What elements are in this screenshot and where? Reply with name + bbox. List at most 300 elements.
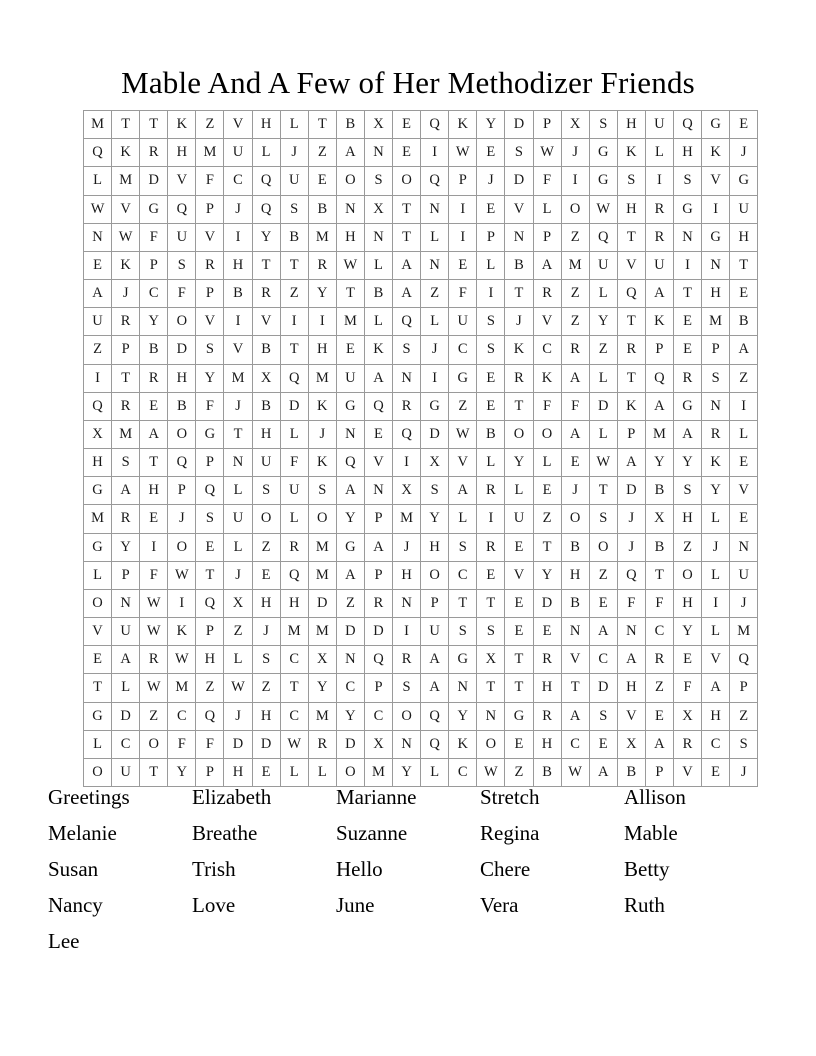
puzzle-cell[interactable]: H — [393, 561, 421, 589]
puzzle-cell[interactable]: S — [730, 730, 758, 758]
puzzle-cell[interactable]: X — [561, 111, 589, 139]
puzzle-cell[interactable]: E — [730, 111, 758, 139]
puzzle-cell[interactable]: C — [561, 730, 589, 758]
puzzle-cell[interactable]: I — [280, 308, 308, 336]
puzzle-cell[interactable]: H — [533, 730, 561, 758]
puzzle-cell[interactable]: S — [449, 533, 477, 561]
puzzle-cell[interactable]: M — [84, 505, 112, 533]
puzzle-cell[interactable]: N — [477, 702, 505, 730]
puzzle-cell[interactable]: Z — [421, 280, 449, 308]
puzzle-cell[interactable]: U — [224, 505, 252, 533]
puzzle-cell[interactable]: Z — [224, 618, 252, 646]
puzzle-cell[interactable]: A — [449, 477, 477, 505]
puzzle-cell[interactable]: C — [364, 702, 392, 730]
puzzle-cell[interactable]: M — [702, 308, 730, 336]
puzzle-cell[interactable]: O — [252, 505, 280, 533]
puzzle-cell[interactable]: L — [280, 758, 308, 786]
puzzle-cell[interactable]: A — [561, 420, 589, 448]
puzzle-cell[interactable]: O — [168, 308, 196, 336]
puzzle-cell[interactable]: R — [140, 646, 168, 674]
puzzle-cell[interactable]: S — [477, 618, 505, 646]
puzzle-cell[interactable]: L — [364, 251, 392, 279]
puzzle-cell[interactable]: V — [617, 702, 645, 730]
puzzle-cell[interactable]: H — [168, 364, 196, 392]
puzzle-cell[interactable]: T — [140, 111, 168, 139]
puzzle-cell[interactable]: L — [84, 167, 112, 195]
puzzle-cell[interactable]: D — [505, 167, 533, 195]
puzzle-cell[interactable]: P — [617, 420, 645, 448]
puzzle-cell[interactable]: B — [645, 477, 673, 505]
puzzle-cell[interactable]: C — [589, 646, 617, 674]
puzzle-cell[interactable]: J — [112, 280, 140, 308]
puzzle-cell[interactable]: N — [364, 139, 392, 167]
puzzle-cell[interactable]: O — [561, 195, 589, 223]
puzzle-cell[interactable]: E — [673, 336, 701, 364]
puzzle-cell[interactable]: H — [168, 139, 196, 167]
puzzle-cell[interactable]: R — [308, 251, 336, 279]
puzzle-cell[interactable]: W — [140, 674, 168, 702]
puzzle-cell[interactable]: A — [673, 420, 701, 448]
puzzle-cell[interactable]: V — [533, 308, 561, 336]
puzzle-cell[interactable]: N — [364, 477, 392, 505]
puzzle-cell[interactable]: J — [505, 308, 533, 336]
puzzle-cell[interactable]: Y — [645, 449, 673, 477]
puzzle-cell[interactable]: E — [196, 533, 224, 561]
puzzle-cell[interactable]: K — [308, 392, 336, 420]
puzzle-cell[interactable]: J — [702, 533, 730, 561]
puzzle-cell[interactable]: O — [477, 730, 505, 758]
puzzle-cell[interactable]: R — [533, 702, 561, 730]
puzzle-cell[interactable]: E — [702, 758, 730, 786]
puzzle-cell[interactable]: T — [617, 223, 645, 251]
puzzle-cell[interactable]: S — [196, 505, 224, 533]
puzzle-cell[interactable]: B — [364, 280, 392, 308]
puzzle-cell[interactable]: G — [673, 392, 701, 420]
puzzle-cell[interactable]: K — [702, 449, 730, 477]
puzzle-cell[interactable]: Q — [645, 364, 673, 392]
puzzle-cell[interactable]: O — [84, 589, 112, 617]
puzzle-cell[interactable]: L — [730, 420, 758, 448]
puzzle-cell[interactable]: Q — [421, 167, 449, 195]
puzzle-cell[interactable]: P — [645, 758, 673, 786]
puzzle-cell[interactable]: B — [280, 223, 308, 251]
puzzle-cell[interactable]: K — [308, 449, 336, 477]
puzzle-cell[interactable]: R — [645, 646, 673, 674]
puzzle-cell[interactable]: N — [449, 674, 477, 702]
puzzle-cell[interactable]: B — [336, 111, 364, 139]
puzzle-cell[interactable]: C — [336, 674, 364, 702]
puzzle-cell[interactable]: L — [112, 674, 140, 702]
puzzle-cell[interactable]: M — [561, 251, 589, 279]
puzzle-cell[interactable]: Y — [393, 758, 421, 786]
puzzle-cell[interactable]: E — [84, 646, 112, 674]
puzzle-cell[interactable]: M — [308, 364, 336, 392]
puzzle-cell[interactable]: G — [84, 702, 112, 730]
puzzle-cell[interactable]: O — [393, 167, 421, 195]
puzzle-cell[interactable]: R — [112, 505, 140, 533]
puzzle-cell[interactable]: H — [196, 646, 224, 674]
puzzle-cell[interactable]: N — [393, 730, 421, 758]
puzzle-cell[interactable]: L — [421, 308, 449, 336]
puzzle-cell[interactable]: A — [645, 730, 673, 758]
puzzle-cell[interactable]: V — [112, 195, 140, 223]
puzzle-cell[interactable]: T — [505, 392, 533, 420]
puzzle-cell[interactable]: R — [561, 336, 589, 364]
puzzle-cell[interactable]: U — [224, 139, 252, 167]
puzzle-cell[interactable]: X — [364, 195, 392, 223]
puzzle-cell[interactable]: R — [393, 392, 421, 420]
puzzle-cell[interactable]: Y — [477, 111, 505, 139]
puzzle-cell[interactable]: H — [673, 139, 701, 167]
puzzle-cell[interactable]: P — [702, 336, 730, 364]
puzzle-cell[interactable]: J — [252, 618, 280, 646]
puzzle-cell[interactable]: E — [477, 364, 505, 392]
puzzle-cell[interactable]: U — [112, 758, 140, 786]
puzzle-cell[interactable]: V — [196, 308, 224, 336]
puzzle-cell[interactable]: T — [505, 646, 533, 674]
puzzle-cell[interactable]: I — [730, 392, 758, 420]
puzzle-cell[interactable]: O — [421, 561, 449, 589]
puzzle-cell[interactable]: M — [730, 618, 758, 646]
puzzle-cell[interactable]: F — [280, 449, 308, 477]
puzzle-cell[interactable]: V — [561, 646, 589, 674]
puzzle-cell[interactable]: I — [477, 280, 505, 308]
puzzle-cell[interactable]: Y — [702, 477, 730, 505]
puzzle-cell[interactable]: R — [140, 139, 168, 167]
puzzle-cell[interactable]: Q — [168, 449, 196, 477]
puzzle-cell[interactable]: K — [449, 730, 477, 758]
puzzle-cell[interactable]: L — [224, 477, 252, 505]
puzzle-cell[interactable]: T — [393, 223, 421, 251]
puzzle-cell[interactable]: F — [140, 561, 168, 589]
puzzle-cell[interactable]: Y — [308, 280, 336, 308]
puzzle-cell[interactable]: P — [364, 505, 392, 533]
puzzle-cell[interactable]: R — [112, 392, 140, 420]
puzzle-cell[interactable]: C — [224, 167, 252, 195]
puzzle-cell[interactable]: T — [589, 477, 617, 505]
puzzle-cell[interactable]: A — [730, 336, 758, 364]
puzzle-cell[interactable]: T — [140, 449, 168, 477]
puzzle-cell[interactable]: F — [449, 280, 477, 308]
puzzle-cell[interactable]: Y — [336, 702, 364, 730]
puzzle-cell[interactable]: L — [702, 618, 730, 646]
puzzle-cell[interactable]: I — [140, 533, 168, 561]
puzzle-cell[interactable]: F — [196, 167, 224, 195]
puzzle-cell[interactable]: O — [561, 505, 589, 533]
puzzle-cell[interactable]: I — [449, 223, 477, 251]
puzzle-cell[interactable]: E — [505, 730, 533, 758]
puzzle-cell[interactable]: E — [505, 533, 533, 561]
puzzle-cell[interactable]: Z — [730, 702, 758, 730]
puzzle-cell[interactable]: T — [393, 195, 421, 223]
puzzle-cell[interactable]: P — [730, 674, 758, 702]
puzzle-cell[interactable]: U — [336, 364, 364, 392]
puzzle-cell[interactable]: I — [477, 505, 505, 533]
puzzle-cell[interactable]: H — [533, 674, 561, 702]
puzzle-cell[interactable]: A — [561, 364, 589, 392]
puzzle-cell[interactable]: D — [336, 730, 364, 758]
puzzle-cell[interactable]: Z — [196, 674, 224, 702]
puzzle-cell[interactable]: P — [449, 167, 477, 195]
puzzle-cell[interactable]: R — [533, 646, 561, 674]
puzzle-cell[interactable]: G — [336, 392, 364, 420]
puzzle-cell[interactable]: E — [393, 139, 421, 167]
puzzle-cell[interactable]: V — [617, 251, 645, 279]
puzzle-cell[interactable]: P — [112, 561, 140, 589]
puzzle-cell[interactable]: K — [617, 139, 645, 167]
puzzle-cell[interactable]: K — [168, 111, 196, 139]
puzzle-cell[interactable]: N — [702, 251, 730, 279]
puzzle-cell[interactable]: Q — [421, 702, 449, 730]
puzzle-cell[interactable]: X — [364, 730, 392, 758]
puzzle-cell[interactable]: F — [533, 167, 561, 195]
puzzle-cell[interactable]: I — [421, 139, 449, 167]
puzzle-cell[interactable]: J — [280, 139, 308, 167]
puzzle-cell[interactable]: H — [702, 702, 730, 730]
puzzle-cell[interactable]: O — [393, 702, 421, 730]
puzzle-cell[interactable]: B — [561, 533, 589, 561]
puzzle-cell[interactable]: T — [730, 251, 758, 279]
puzzle-cell[interactable]: T — [505, 280, 533, 308]
puzzle-cell[interactable]: Z — [280, 280, 308, 308]
puzzle-cell[interactable]: U — [645, 111, 673, 139]
puzzle-cell[interactable]: M — [336, 308, 364, 336]
puzzle-cell[interactable]: S — [280, 195, 308, 223]
puzzle-cell[interactable]: A — [112, 477, 140, 505]
puzzle-cell[interactable]: N — [617, 618, 645, 646]
puzzle-cell[interactable]: N — [364, 223, 392, 251]
word-list-item[interactable]: Suzanne — [336, 821, 408, 845]
puzzle-cell[interactable]: D — [421, 420, 449, 448]
puzzle-cell[interactable]: I — [645, 167, 673, 195]
puzzle-cell[interactable]: E — [140, 505, 168, 533]
puzzle-cell[interactable]: P — [533, 223, 561, 251]
puzzle-cell[interactable]: H — [673, 505, 701, 533]
puzzle-cell[interactable]: U — [730, 195, 758, 223]
puzzle-cell[interactable]: D — [112, 702, 140, 730]
puzzle-cell[interactable]: L — [589, 280, 617, 308]
puzzle-cell[interactable]: R — [673, 730, 701, 758]
puzzle-cell[interactable]: F — [673, 674, 701, 702]
puzzle-cell[interactable]: S — [196, 336, 224, 364]
puzzle-cell[interactable]: A — [112, 646, 140, 674]
puzzle-cell[interactable]: H — [702, 280, 730, 308]
puzzle-cell[interactable]: J — [617, 533, 645, 561]
puzzle-cell[interactable]: I — [393, 618, 421, 646]
puzzle-cell[interactable]: E — [589, 589, 617, 617]
puzzle-cell[interactable]: J — [730, 758, 758, 786]
puzzle-cell[interactable]: D — [364, 618, 392, 646]
puzzle-cell[interactable]: L — [308, 758, 336, 786]
puzzle-cell[interactable]: U — [280, 477, 308, 505]
puzzle-cell[interactable]: T — [112, 364, 140, 392]
puzzle-cell[interactable]: T — [617, 308, 645, 336]
puzzle-cell[interactable]: X — [308, 646, 336, 674]
puzzle-cell[interactable]: W — [449, 139, 477, 167]
puzzle-cell[interactable]: N — [84, 223, 112, 251]
puzzle-cell[interactable]: E — [561, 449, 589, 477]
puzzle-cell[interactable]: T — [477, 674, 505, 702]
puzzle-cell[interactable]: J — [617, 505, 645, 533]
puzzle-cell[interactable]: Q — [252, 167, 280, 195]
puzzle-cell[interactable]: O — [168, 420, 196, 448]
puzzle-cell[interactable]: D — [617, 477, 645, 505]
puzzle-cell[interactable]: L — [449, 505, 477, 533]
puzzle-cell[interactable]: N — [702, 392, 730, 420]
puzzle-cell[interactable]: I — [308, 308, 336, 336]
puzzle-cell[interactable]: A — [617, 449, 645, 477]
puzzle-cell[interactable]: C — [449, 561, 477, 589]
puzzle-cell[interactable]: W — [589, 195, 617, 223]
puzzle-cell[interactable]: A — [533, 251, 561, 279]
puzzle-cell[interactable]: K — [112, 139, 140, 167]
puzzle-cell[interactable]: V — [702, 646, 730, 674]
puzzle-cell[interactable]: P — [421, 589, 449, 617]
puzzle-cell[interactable]: Q — [421, 111, 449, 139]
puzzle-cell[interactable]: A — [561, 702, 589, 730]
puzzle-cell[interactable]: L — [280, 111, 308, 139]
puzzle-cell[interactable]: R — [112, 308, 140, 336]
word-list-item[interactable]: Love — [192, 893, 236, 917]
puzzle-cell[interactable]: B — [224, 280, 252, 308]
puzzle-cell[interactable]: V — [84, 618, 112, 646]
puzzle-cell[interactable]: C — [280, 702, 308, 730]
puzzle-cell[interactable]: K — [364, 336, 392, 364]
puzzle-cell[interactable]: N — [336, 420, 364, 448]
puzzle-cell[interactable]: S — [449, 618, 477, 646]
puzzle-cell[interactable]: Z — [196, 111, 224, 139]
puzzle-cell[interactable]: Z — [645, 674, 673, 702]
puzzle-cell[interactable]: M — [84, 111, 112, 139]
puzzle-cell[interactable]: E — [477, 392, 505, 420]
puzzle-cell[interactable]: L — [84, 730, 112, 758]
puzzle-cell[interactable]: Z — [730, 364, 758, 392]
puzzle-cell[interactable]: T — [280, 674, 308, 702]
puzzle-cell[interactable]: P — [364, 674, 392, 702]
puzzle-cell[interactable]: R — [505, 364, 533, 392]
puzzle-cell[interactable]: H — [252, 111, 280, 139]
puzzle-cell[interactable]: X — [84, 420, 112, 448]
puzzle-cell[interactable]: L — [505, 477, 533, 505]
puzzle-cell[interactable]: S — [308, 477, 336, 505]
puzzle-cell[interactable]: R — [393, 646, 421, 674]
puzzle-cell[interactable]: Q — [168, 195, 196, 223]
puzzle-cell[interactable]: T — [533, 533, 561, 561]
puzzle-cell[interactable]: S — [589, 702, 617, 730]
puzzle-cell[interactable]: C — [449, 336, 477, 364]
puzzle-cell[interactable]: L — [702, 505, 730, 533]
puzzle-cell[interactable]: H — [308, 336, 336, 364]
puzzle-cell[interactable]: G — [421, 392, 449, 420]
puzzle-cell[interactable]: D — [589, 674, 617, 702]
puzzle-cell[interactable]: C — [168, 702, 196, 730]
puzzle-cell[interactable]: T — [84, 674, 112, 702]
puzzle-cell[interactable]: D — [505, 111, 533, 139]
puzzle-cell[interactable]: A — [421, 646, 449, 674]
puzzle-cell[interactable]: B — [477, 420, 505, 448]
puzzle-cell[interactable]: Z — [505, 758, 533, 786]
puzzle-cell[interactable]: Q — [589, 223, 617, 251]
puzzle-cell[interactable]: D — [140, 167, 168, 195]
puzzle-cell[interactable]: P — [196, 195, 224, 223]
puzzle-cell[interactable]: Y — [252, 223, 280, 251]
puzzle-cell[interactable]: Z — [449, 392, 477, 420]
puzzle-cell[interactable]: K — [702, 139, 730, 167]
puzzle-cell[interactable]: E — [730, 449, 758, 477]
puzzle-cell[interactable]: Y — [505, 449, 533, 477]
puzzle-cell[interactable]: I — [702, 195, 730, 223]
puzzle-cell[interactable]: X — [224, 589, 252, 617]
puzzle-cell[interactable]: P — [112, 336, 140, 364]
puzzle-cell[interactable]: N — [224, 449, 252, 477]
puzzle-cell[interactable]: J — [308, 420, 336, 448]
puzzle-cell[interactable]: Q — [673, 111, 701, 139]
puzzle-cell[interactable]: J — [477, 167, 505, 195]
puzzle-cell[interactable]: T — [645, 561, 673, 589]
puzzle-cell[interactable]: E — [673, 646, 701, 674]
puzzle-cell[interactable]: S — [589, 111, 617, 139]
puzzle-cell[interactable]: Q — [364, 646, 392, 674]
puzzle-cell[interactable]: U — [505, 505, 533, 533]
puzzle-cell[interactable]: C — [449, 758, 477, 786]
puzzle-cell[interactable]: L — [477, 449, 505, 477]
puzzle-cell[interactable]: A — [645, 392, 673, 420]
puzzle-cell[interactable]: H — [140, 477, 168, 505]
puzzle-cell[interactable]: Z — [533, 505, 561, 533]
puzzle-cell[interactable]: H — [617, 111, 645, 139]
puzzle-cell[interactable]: B — [533, 758, 561, 786]
word-list-item[interactable]: Ruth — [624, 893, 665, 917]
puzzle-cell[interactable]: F — [140, 223, 168, 251]
puzzle-cell[interactable]: O — [168, 533, 196, 561]
puzzle-cell[interactable]: G — [589, 167, 617, 195]
puzzle-cell[interactable]: Y — [533, 561, 561, 589]
puzzle-cell[interactable]: U — [252, 449, 280, 477]
puzzle-cell[interactable]: G — [505, 702, 533, 730]
puzzle-cell[interactable]: S — [673, 167, 701, 195]
puzzle-cell[interactable]: Y — [673, 449, 701, 477]
puzzle-cell[interactable]: E — [673, 308, 701, 336]
puzzle-cell[interactable]: V — [168, 167, 196, 195]
puzzle-cell[interactable]: W — [168, 646, 196, 674]
puzzle-cell[interactable]: R — [308, 730, 336, 758]
puzzle-cell[interactable]: S — [421, 477, 449, 505]
puzzle-cell[interactable]: S — [589, 505, 617, 533]
puzzle-cell[interactable]: Q — [617, 280, 645, 308]
puzzle-cell[interactable]: Q — [196, 589, 224, 617]
puzzle-cell[interactable]: W — [589, 449, 617, 477]
puzzle-cell[interactable]: F — [561, 392, 589, 420]
word-list-item[interactable]: Trish — [192, 857, 236, 881]
puzzle-cell[interactable]: F — [196, 730, 224, 758]
puzzle-cell[interactable]: T — [196, 561, 224, 589]
puzzle-cell[interactable]: O — [84, 758, 112, 786]
puzzle-cell[interactable]: M — [196, 139, 224, 167]
puzzle-cell[interactable]: R — [673, 364, 701, 392]
puzzle-cell[interactable]: L — [224, 533, 252, 561]
puzzle-cell[interactable]: H — [84, 449, 112, 477]
puzzle-cell[interactable]: I — [168, 589, 196, 617]
word-list-item[interactable]: Vera — [480, 893, 519, 917]
word-list-item[interactable]: Allison — [624, 785, 686, 809]
puzzle-cell[interactable]: V — [196, 223, 224, 251]
puzzle-cell[interactable]: Z — [336, 589, 364, 617]
puzzle-cell[interactable]: W — [336, 251, 364, 279]
puzzle-cell[interactable]: O — [505, 420, 533, 448]
puzzle-cell[interactable]: Q — [617, 561, 645, 589]
puzzle-cell[interactable]: V — [505, 195, 533, 223]
puzzle-cell[interactable]: B — [617, 758, 645, 786]
